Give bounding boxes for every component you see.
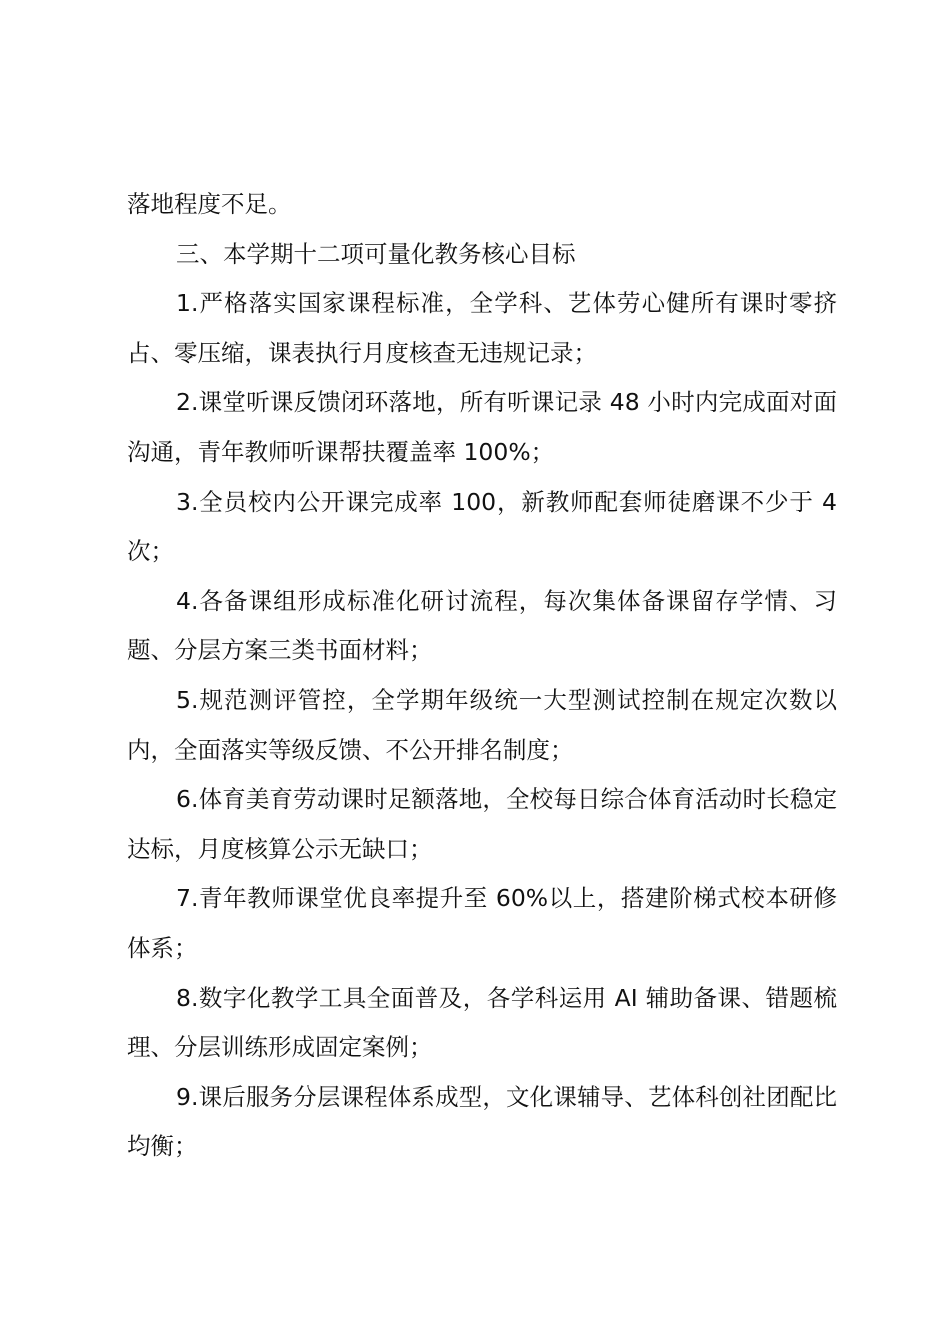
- section-heading: 三、本学期十二项可量化教务核心目标: [176, 239, 576, 268]
- goal-item-6: 6.体育美育劳动课时足额落地，全校每日综合体育活动时长稳定达标，月度核算公示无缺口；: [127, 785, 837, 863]
- goal-item-3: 3.全员校内公开课完成率 100，新教师配套师徒磨课不少于 4 次；: [127, 487, 837, 566]
- goal-item-8: 8.数字化教学工具全面普及，各学科运用 AI 辅助备课、错题梳理、分层训练形成固定案例；: [127, 983, 837, 1062]
- goal-item-7: 7.青年教师课堂优良率提升至 60%以上，搭建阶梯式校本研修体系；: [127, 884, 837, 962]
- paragraph-continuation: 落地程度不足。: [127, 190, 292, 218]
- goal-item-2: 2.课堂听课反馈闭环落地，所有听课记录 48 小时内完成面对面沟通，青年教师听课帮扶覆盖率 100%；: [127, 388, 837, 466]
- document-body: [127, 180, 837, 1172]
- goal-item-5: 5.规范测评管控，全学期年级统一大型测试控制在规定次数以内，全面落实等级反馈、不公开排名制度；: [127, 685, 837, 764]
- goal-item-9: 9.课后服务分层课程体系成型，文化课辅导、艺体科创社团配比均衡；: [127, 1082, 837, 1161]
- goal-item-4: 4.各备课组形成标准化研讨流程，每次集体备课留存学情、习题、分层方案三类书面材料；: [127, 586, 837, 665]
- goal-item-1: 1.严格落实国家课程标准，全学科、艺体劳心健所有课时零挤占、零压缩，课表执行月度核查无违规记录；: [127, 289, 837, 367]
